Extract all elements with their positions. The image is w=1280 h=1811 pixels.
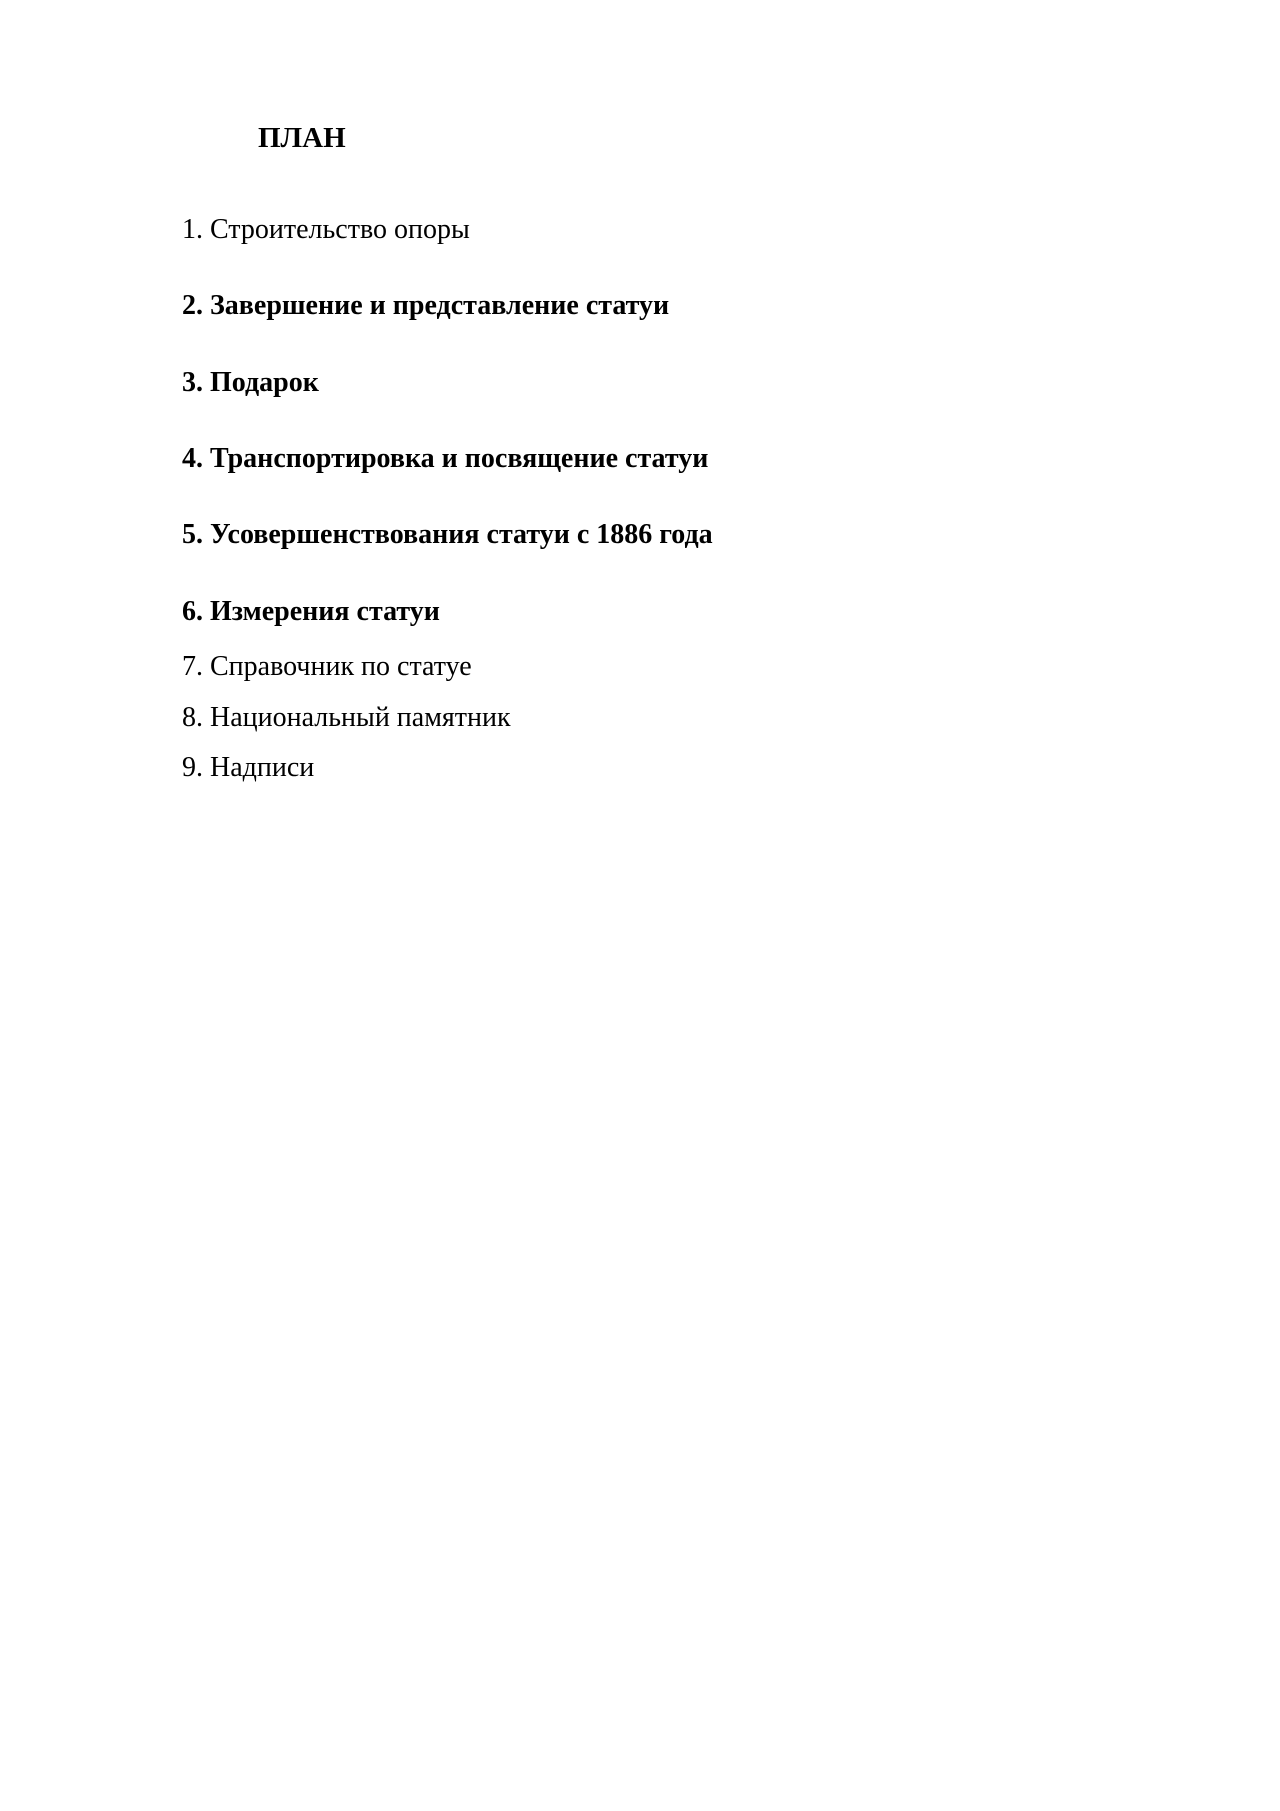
plan-item-7: 7. Справочник по статуе xyxy=(182,651,472,682)
plan-item-6: 6. Измерения статуи xyxy=(182,596,440,627)
page-title: ПЛАН xyxy=(258,122,346,154)
plan-item-5: 5. Усовершенствования статуи с 1886 года xyxy=(182,519,713,550)
plan-item-9: 9. Надписи xyxy=(182,752,315,783)
plan-item-1: 1. Строительство опоры xyxy=(182,214,470,245)
plan-item-3: 3. Подарок xyxy=(182,367,319,398)
plan-item-4: 4. Транспортировка и посвящение статуи xyxy=(182,443,709,474)
plan-item-8: 8. Национальный памятник xyxy=(182,702,511,733)
plan-item-2: 2. Завершение и представление статуи xyxy=(182,290,670,321)
